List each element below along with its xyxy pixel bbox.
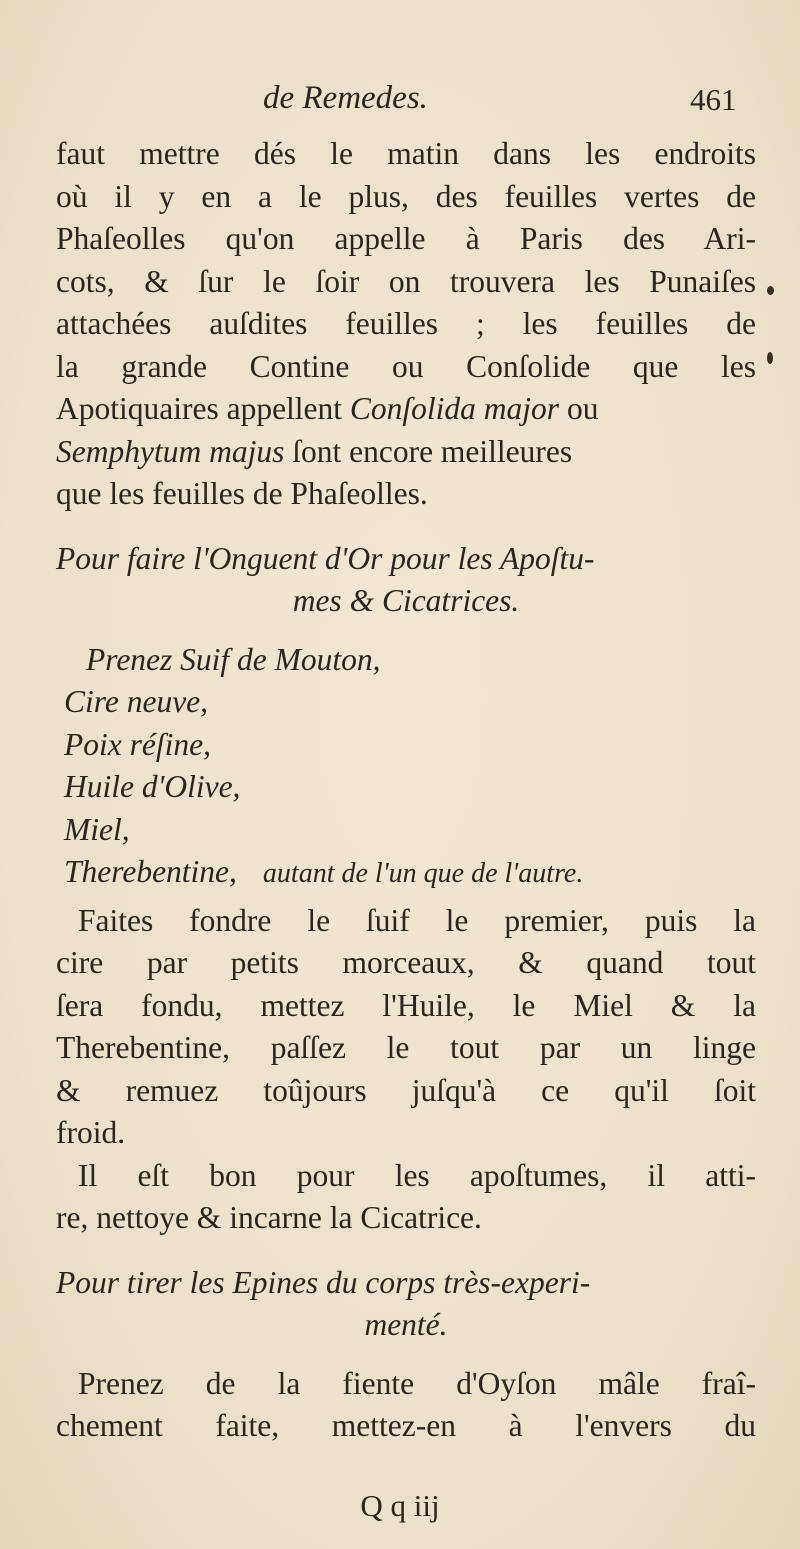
text-line: chement faite, mettez-en à l'envers du xyxy=(56,1408,756,1443)
paragraph-oyson xyxy=(56,1363,756,1448)
text-line: Therebentine, paſſez le tout par un linge xyxy=(56,1030,756,1065)
heading-line: menté. xyxy=(364,1307,448,1342)
text-line: re, nettoye & incarne la Cicatrice. xyxy=(56,1200,482,1235)
text-line: attachées auſdites feuilles ; les feuilles de xyxy=(56,306,756,341)
recipe-heading-onguent xyxy=(56,538,756,623)
ingredient-item: Cire neuve, xyxy=(64,684,209,719)
paragraph-preparation xyxy=(56,900,756,1155)
text-line: cire par petits morceaux, & quand tout xyxy=(56,945,756,980)
text-line: ſera fondu, mettez l'Huile, le Miel & la xyxy=(56,987,756,1023)
page-body xyxy=(56,133,756,1448)
text-line: Phaſeolles qu'on appelle à Paris des Ari- xyxy=(56,221,756,256)
heading-line: mes & Cicatrices. xyxy=(292,583,520,618)
ink-spot xyxy=(767,286,774,295)
running-title: de Remedes. xyxy=(263,80,428,116)
page-number: 461 xyxy=(690,82,737,117)
ingredient-name: Therebentine, xyxy=(64,854,237,889)
paragraph-phaseolles xyxy=(56,133,756,516)
text-line: Faites fondre le ſuif le premier, puis la xyxy=(78,902,756,938)
text-line: cots, & ſur le ſoir on trouvera les Punaiſes xyxy=(56,263,756,299)
ingredient-item: Huile d'Olive, xyxy=(64,769,241,804)
latin-term: Semphytum majus xyxy=(56,433,285,469)
text-line: Prenez de la fiente d'Oyſon mâle fraî- xyxy=(78,1365,756,1401)
text-line: Il eſt bon pour les apoſtumes, il atti- xyxy=(78,1157,756,1193)
paragraph-usage xyxy=(56,1155,756,1240)
ink-spot xyxy=(767,352,773,364)
ingredient-item xyxy=(56,851,756,896)
text-line: où il y en a le plus, des feuilles vertes de xyxy=(56,178,756,214)
text-segment: ou xyxy=(559,391,599,426)
text-line: & remuez toûjours juſqu'à ce qu'il ſoit xyxy=(56,1072,756,1108)
recipe-heading-epines xyxy=(56,1262,756,1347)
ingredient-list xyxy=(56,639,756,896)
text-line xyxy=(56,388,756,431)
latin-term: Conſolida major xyxy=(349,391,560,426)
text-line xyxy=(56,431,756,474)
ingredient-item: Miel, xyxy=(64,811,130,847)
ingredient-quantity: autant de l'un que de l'autre. xyxy=(262,858,584,889)
heading-line: Pour faire l'Onguent d'Or pour les Apoſtu- xyxy=(56,540,595,576)
text-line: froid. xyxy=(56,1115,126,1150)
signature-mark: Q q iij xyxy=(360,1488,440,1523)
page-header xyxy=(0,80,800,128)
ingredient-item: Prenez Suif de Mouton, xyxy=(86,641,381,677)
text-segment: Apotiquaires appellent xyxy=(56,391,350,426)
text-line: la grande Contine ou Conſolide que les xyxy=(56,348,756,384)
heading-line: Pour tirer les Epines du corps très-experi- xyxy=(56,1264,591,1300)
text-segment: ſont encore meilleures xyxy=(284,433,573,469)
text-line: que les feuilles de Phaſeolles. xyxy=(56,476,428,511)
ingredient-item: Poix réſine, xyxy=(64,726,211,762)
text-line: faut mettre dés le matin dans les endroits xyxy=(56,136,756,171)
